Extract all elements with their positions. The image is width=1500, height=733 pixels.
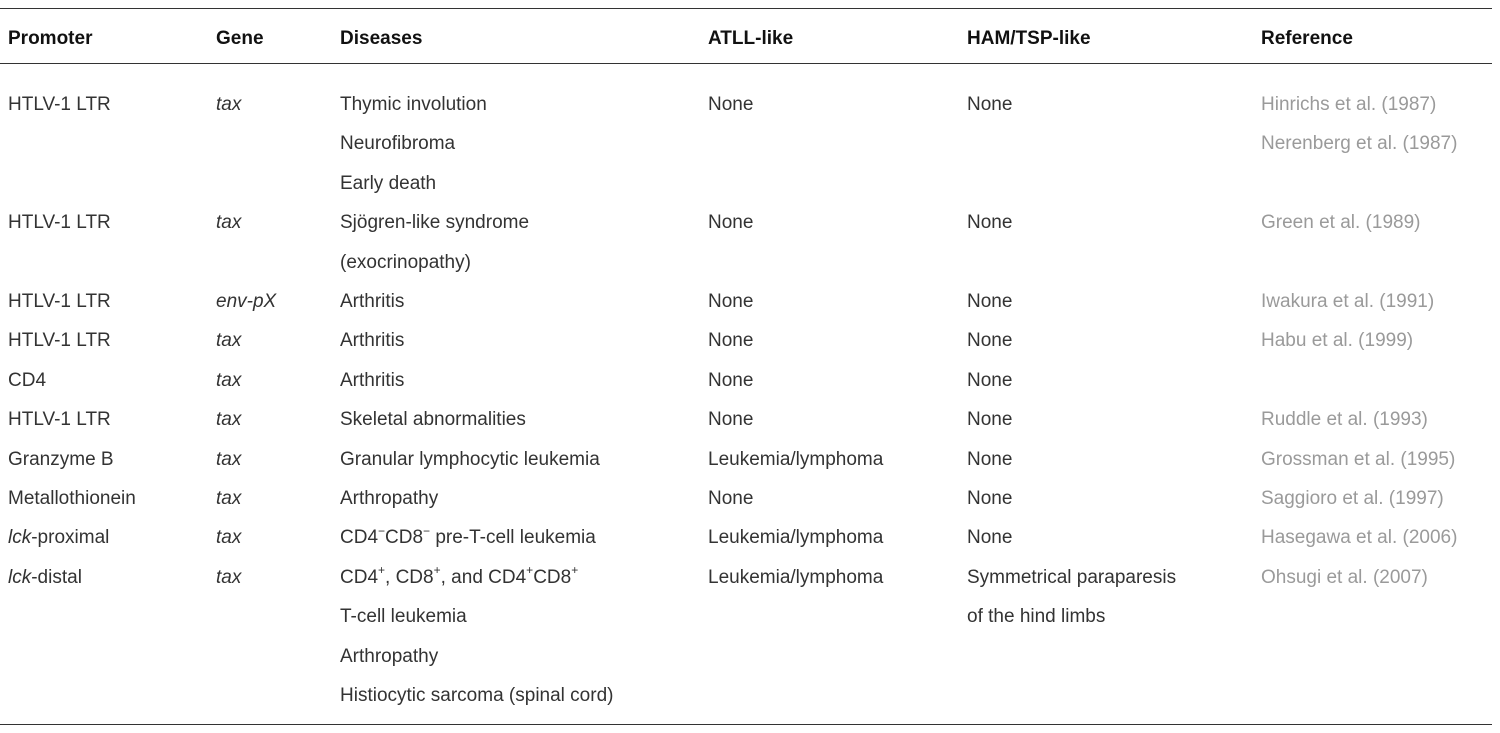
disease-part: CD4 (340, 527, 379, 549)
cell-gene: tax (216, 94, 242, 115)
reference-line: Nerenberg et al. (1987) (1261, 133, 1458, 155)
table-row (0, 361, 1500, 400)
cell-promoter: HTLV-1 LTR (8, 409, 111, 431)
cell-diseases (340, 518, 596, 557)
disease-line: Arthropathy (340, 645, 439, 667)
cell-ham: None (967, 487, 1013, 509)
disease-line: (exocrinopathy) (340, 251, 471, 273)
cell-promoter (8, 558, 82, 597)
cell-diseases: Arthritis (340, 330, 405, 352)
table-row (0, 400, 1500, 439)
ham-line: Symmetrical paraparesis (967, 566, 1177, 588)
cell-reference: Grossman et al. (1995) (1261, 448, 1456, 470)
cell-reference: Saggioro et al. (1997) (1261, 487, 1444, 509)
table-top-rule (0, 8, 1492, 9)
cell-reference (1261, 85, 1457, 164)
cell-gene: tax (216, 527, 242, 549)
cell-ham: None (967, 448, 1013, 470)
cell-promoter: Metallothionein (8, 487, 136, 509)
disease-part: CD8 (533, 566, 572, 588)
cell-gene: env-pX (216, 290, 277, 312)
cell-atll: None (708, 212, 754, 234)
cell-reference: Hasegawa et al. (2006) (1261, 527, 1458, 549)
cell-atll: None (708, 369, 754, 391)
ham-line: of the hind limbs (967, 606, 1106, 628)
cell-diseases: Arthropathy (340, 487, 439, 509)
header-ham: HAM/TSP-like (967, 28, 1091, 49)
cell-diseases: Arthritis (340, 369, 405, 391)
cell-atll: Leukemia/lymphoma (708, 527, 884, 549)
cell-ham: None (967, 290, 1013, 312)
cell-ham: None (967, 330, 1013, 352)
cell-atll: None (708, 487, 754, 509)
disease-part: CD8 (385, 527, 424, 549)
cell-diseases (340, 203, 529, 282)
cell-promoter: HTLV-1 LTR (8, 330, 111, 352)
header-promoter: Promoter (8, 28, 93, 49)
header-diseases: Diseases (340, 28, 423, 49)
cell-promoter: Granzyme B (8, 448, 114, 470)
cell-atll: None (708, 290, 754, 312)
disease-line: Histiocytic sarcoma (spinal cord) (340, 684, 614, 706)
promoter-rest: -proximal (31, 527, 110, 549)
disease-part: pre-T-cell leukemia (430, 527, 596, 549)
cell-atll: Leukemia/lymphoma (708, 448, 884, 470)
cell-diseases (340, 85, 487, 203)
cell-gene: tax (216, 409, 242, 431)
cell-reference: Green et al. (1989) (1261, 212, 1421, 234)
cell-ham: None (967, 409, 1013, 431)
disease-line: Early death (340, 172, 437, 194)
cell-ham: None (967, 369, 1013, 391)
cell-diseases: Skeletal abnormalities (340, 409, 526, 431)
table-header-row (0, 25, 1500, 53)
disease-line (340, 558, 613, 597)
cell-ham: None (967, 212, 1013, 234)
table-row (0, 479, 1500, 518)
disease-sup: + (571, 563, 579, 578)
reference-line: Hinrichs et al. (1987) (1261, 94, 1437, 115)
promoter-rest: -distal (31, 566, 82, 588)
cell-reference: Habu et al. (1999) (1261, 330, 1414, 352)
cell-atll: None (708, 94, 754, 115)
table-row (0, 518, 1500, 557)
disease-part: , CD8 (385, 566, 434, 588)
table-header-rule (0, 63, 1492, 64)
cell-promoter: HTLV-1 LTR (8, 212, 111, 234)
header-gene: Gene (216, 28, 264, 49)
table-row (0, 321, 1500, 360)
cell-ham (967, 558, 1176, 637)
cell-gene: tax (216, 369, 242, 391)
header-atll: ATLL-like (708, 28, 794, 49)
table-body (0, 85, 1500, 715)
header-reference: Reference (1261, 28, 1353, 49)
table-row (0, 440, 1500, 479)
cell-promoter: HTLV-1 LTR (8, 290, 111, 312)
table-row (0, 85, 1500, 203)
cell-ham: None (967, 527, 1013, 549)
cell-gene: tax (216, 212, 242, 234)
disease-sup: − (423, 524, 431, 538)
cell-diseases (340, 558, 613, 716)
promoter-italic: lck (8, 527, 32, 549)
cell-gene: tax (216, 487, 242, 509)
cell-reference: Iwakura et al. (1991) (1261, 290, 1435, 312)
cell-gene: tax (216, 330, 242, 352)
disease-sup: − (378, 524, 386, 538)
cell-promoter: HTLV-1 LTR (8, 94, 111, 115)
disease-part: CD4 (340, 566, 379, 588)
cell-ham: None (967, 94, 1013, 115)
cell-reference: Ohsugi et al. (2007) (1261, 566, 1428, 588)
disease-sup: + (526, 563, 534, 578)
cell-promoter: CD4 (8, 369, 47, 391)
cell-diseases: Arthritis (340, 290, 405, 312)
disease-sup: + (378, 563, 386, 578)
disease-line: T-cell leukemia (340, 606, 467, 628)
cell-atll: Leukemia/lymphoma (708, 566, 884, 588)
table-row (0, 282, 1500, 321)
table-row (0, 203, 1500, 282)
cell-atll: None (708, 330, 754, 352)
promoter-italic: lck (8, 566, 32, 588)
cell-gene: tax (216, 566, 242, 588)
cell-diseases: Granular lymphocytic leukemia (340, 448, 600, 470)
table-bottom-rule (0, 724, 1492, 725)
cell-reference: Ruddle et al. (1993) (1261, 409, 1428, 431)
disease-sup: + (433, 563, 441, 578)
cell-promoter (8, 518, 109, 557)
table-row (0, 558, 1500, 716)
cell-atll: None (708, 409, 754, 431)
disease-line: Neurofibroma (340, 133, 456, 155)
disease-line: Thymic involution (340, 94, 487, 115)
cell-gene: tax (216, 448, 242, 470)
disease-line: Sjögren-like syndrome (340, 212, 530, 234)
disease-part: , and CD4 (440, 566, 527, 588)
